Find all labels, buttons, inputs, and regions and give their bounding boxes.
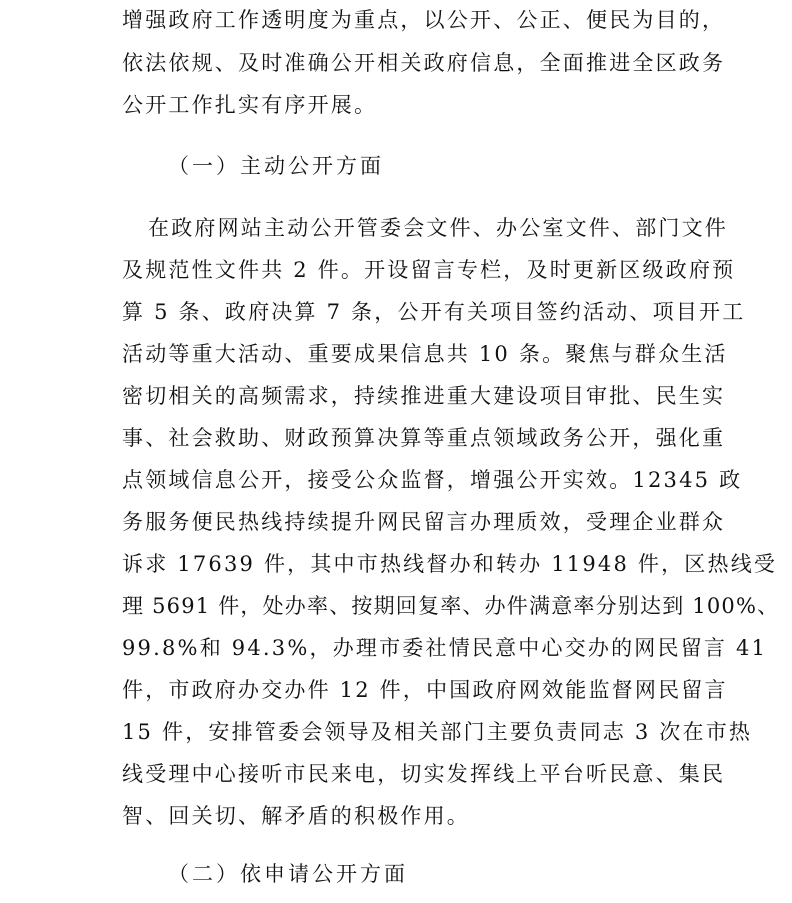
intro-line-2: 依法依规、及时准确公开相关政府信息，全面推进全区政务 [122, 51, 726, 75]
paragraph-line-6: 事、社会救助、财政预算决算等重点领域政务公开，强化重 [122, 426, 726, 450]
paragraph-line-1: 在政府网站主动公开管委会文件、办公室文件、部门文件 [148, 216, 728, 240]
intro-line-1: 增强政府工作透明度为重点，以公开、公正、便民为目的， [122, 8, 726, 32]
paragraph-line-7: 点领域信息公开，接受公众监督，增强公开实效。12345 政 [122, 468, 743, 492]
paragraph-line-9: 诉求 17639 件，其中市热线督办和转办 11948 件，区热线受 [122, 552, 778, 576]
paragraph-line-3: 算 5 条、政府决算 7 条，公开有关项目签约活动、项目开工 [122, 300, 746, 324]
paragraph-line-13: 15 件，安排管委会领导及相关部门主要负责同志 3 次在市热 [122, 720, 753, 744]
paragraph-line-4: 活动等重大活动、重要成果信息共 10 条。聚焦与群众生活 [122, 342, 728, 366]
paragraph-line-10: 理 5691 件，处办率、按期回复率、办件满意率分别达到 100%、 [122, 594, 780, 618]
paragraph-line-15: 智、回关切、解矛盾的积极作用。 [122, 804, 470, 828]
section-heading-proactive-disclosure: （一）主动公开方面 [168, 154, 384, 178]
paragraph-line-14: 线受理中心接听市民来电，切实发挥线上平台听民意、集民 [122, 762, 726, 786]
intro-line-3: 公开工作扎实有序开展。 [122, 93, 378, 117]
paragraph-line-8: 务服务便民热线持续提升网民留言办理质效，受理企业群众 [122, 510, 726, 534]
paragraph-line-12: 件，市政府办交办件 12 件，中国政府网效能监督网民留言 [122, 678, 728, 702]
paragraph-line-2: 及规范性文件共 2 件。开设留言专栏，及时更新区级政府预 [122, 258, 736, 282]
paragraph-line-11: 99.8%和 94.3%，办理市委社情民意中心交办的网民留言 41 [122, 636, 768, 660]
section-heading-on-request-disclosure: （二）依申请公开方面 [168, 862, 408, 886]
paragraph-line-5: 密切相关的高频需求，持续推进重大建设项目审批、民生实 [122, 384, 726, 408]
